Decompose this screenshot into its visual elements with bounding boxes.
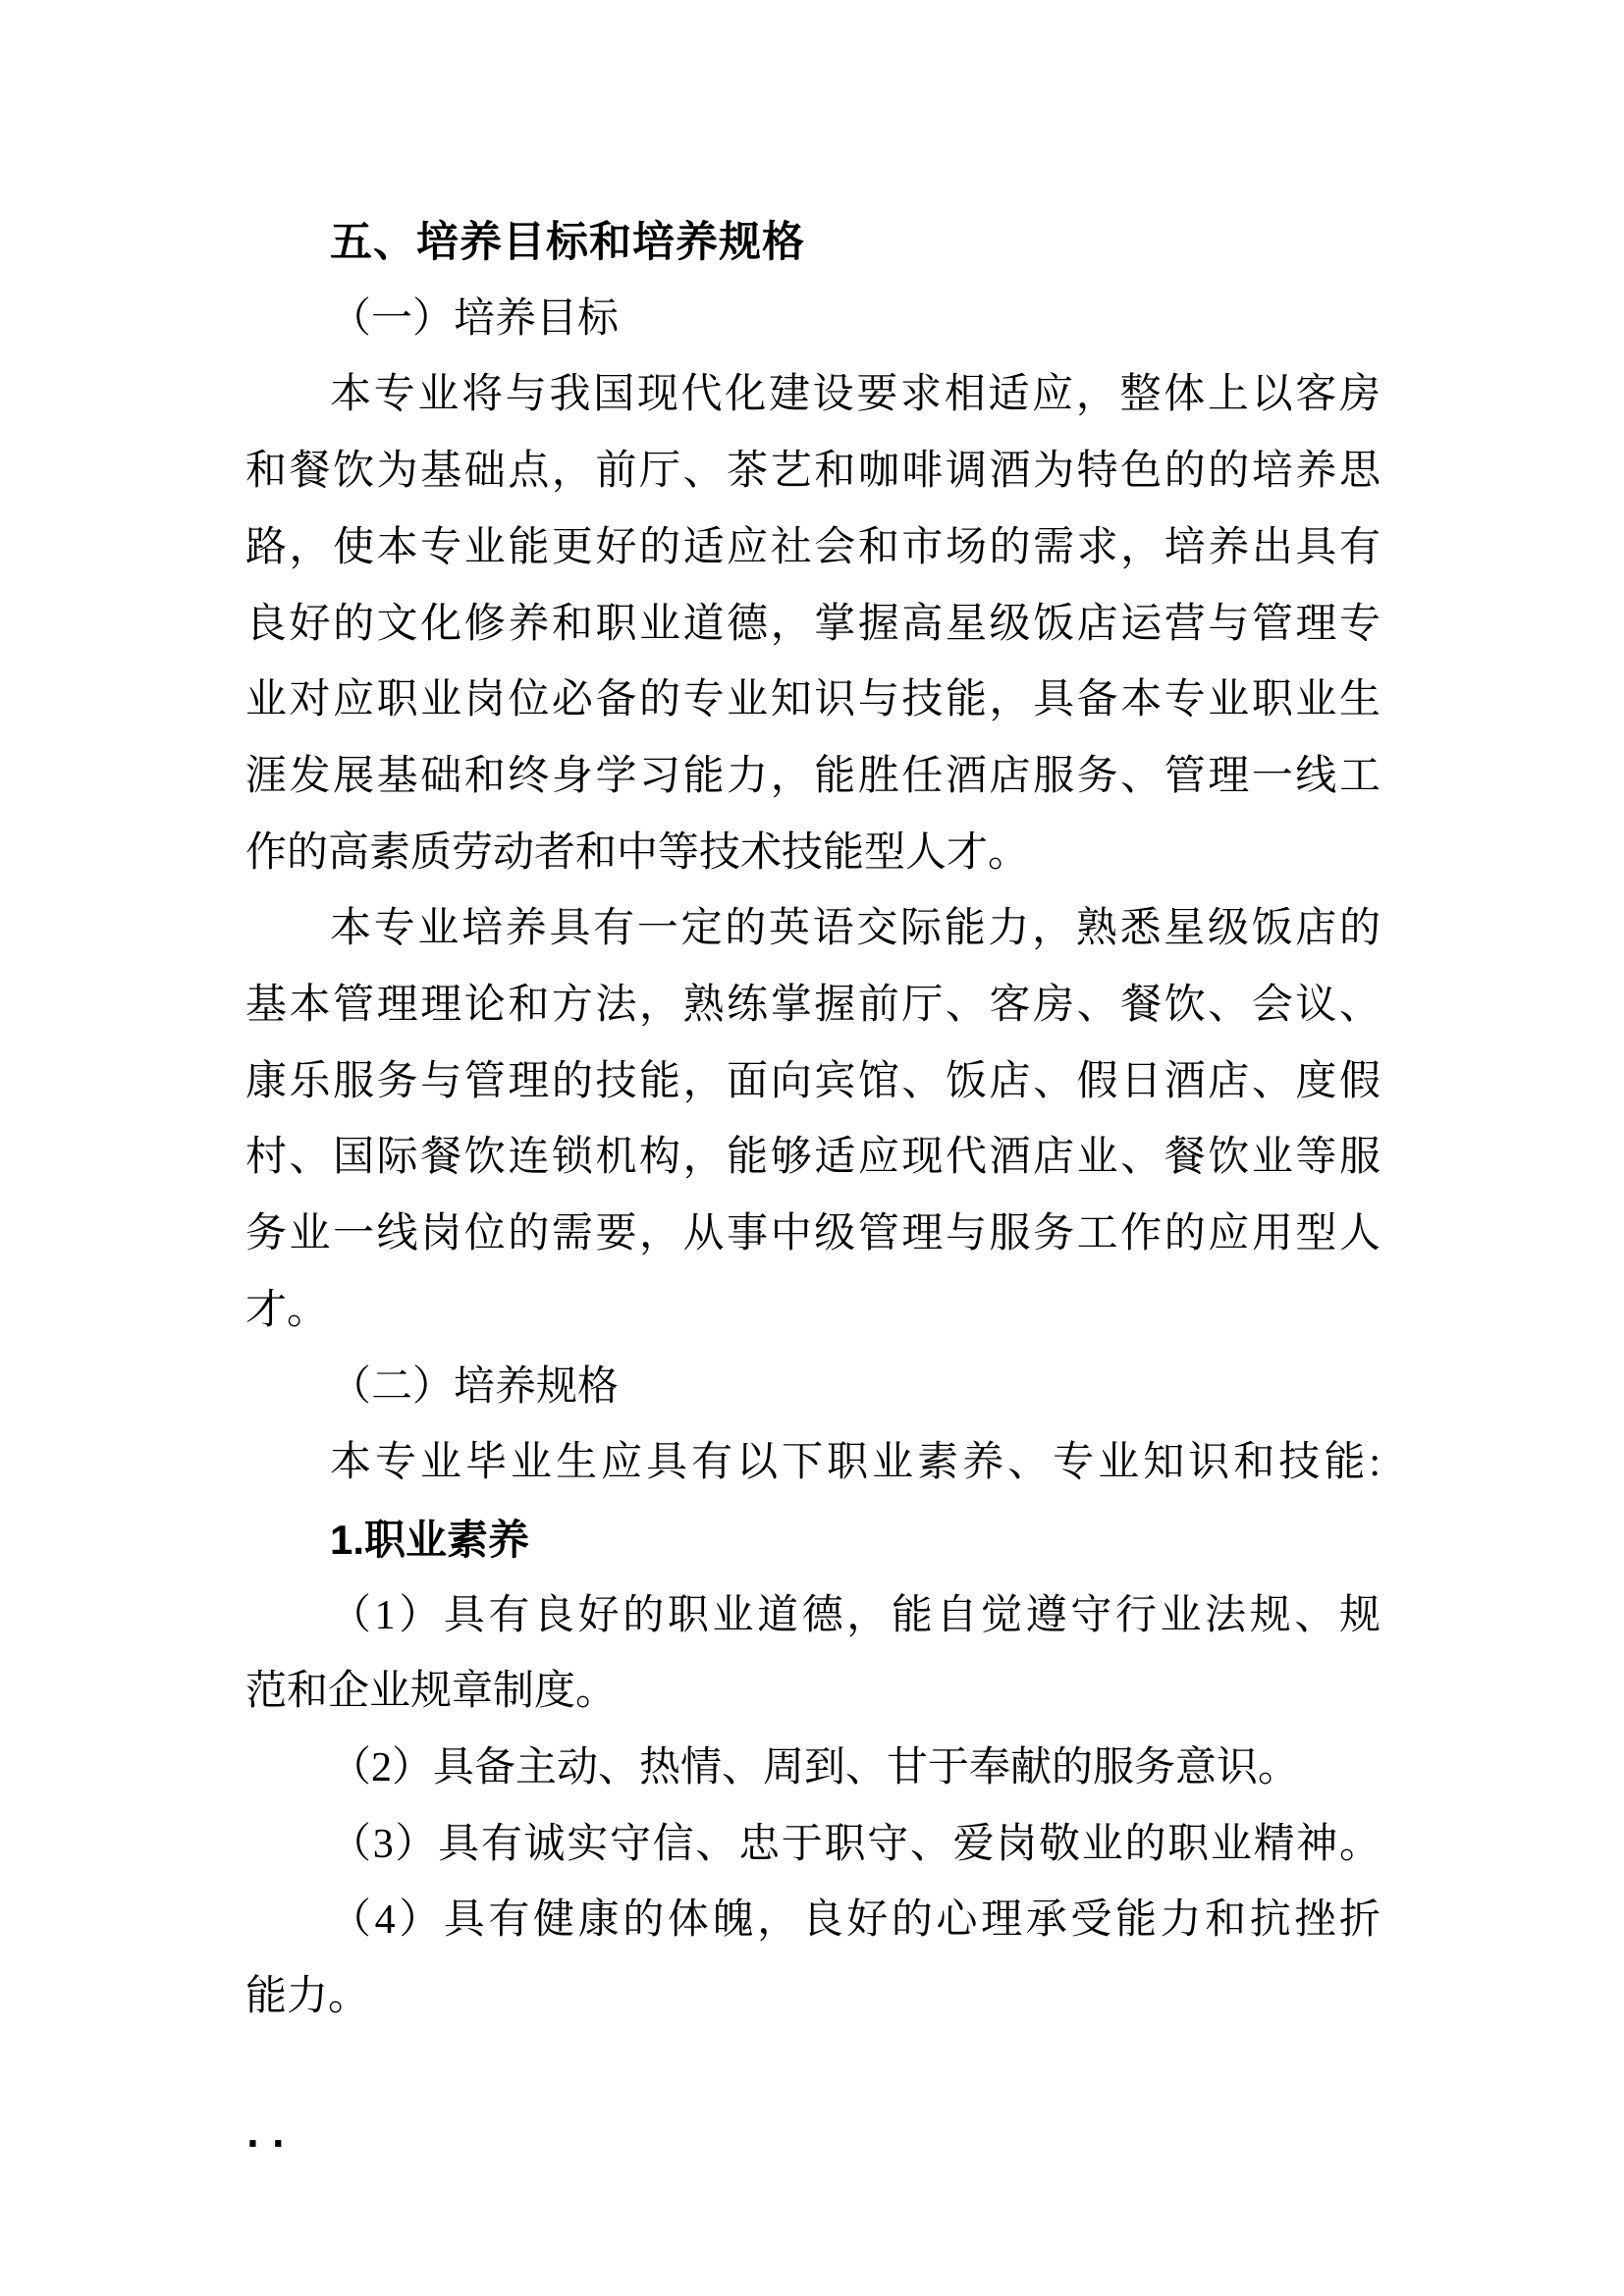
paragraph-line: 和餐饮为基础点，前厅、茶艺和咖啡调酒为特色的的培养思 (245, 449, 1380, 495)
list-item-line: （2）具备主动、热情、周到、甘于奉献的服务意识。 (330, 1745, 1300, 1791)
paragraph-line: 康乐服务与管理的技能，面向宾馆、饭店、假日酒店、度假 (245, 1058, 1380, 1104)
paragraph-line: 良好的文化修养和职业道德，掌握高星级饭店运营与管理专 (245, 601, 1380, 647)
paragraph-line: 才。 (245, 1287, 329, 1333)
section-heading: 五、培养目标和培养规格 (330, 219, 805, 266)
list-item-line: （4）具有健康的体魄，良好的心理承受能力和抗挫折 (330, 1897, 1380, 1944)
list-item-line: 能力。 (245, 1974, 370, 2020)
intro-line: 本专业毕业生应具有以下职业素养、专业知识和技能: (330, 1440, 1380, 1486)
paragraph-line: 路，使本专业能更好的适应社会和市场的需求，培养出具有 (245, 524, 1380, 570)
text-block (245, 205, 1380, 2036)
list-item-line: 范和企业规章制度。 (245, 1669, 618, 1715)
footer-mark: .. (242, 2112, 293, 2156)
subsection-title-1: （一）培养目标 (330, 295, 620, 342)
paragraph-line: 涯发展基础和终身学习能力，能胜任酒店服务、管理一线工 (245, 753, 1380, 799)
paragraph-line: 业对应职业岗位必备的专业知识与技能，具备本专业职业生 (245, 677, 1380, 723)
list-item-line: （1）具有良好的职业道德，能自觉遵守行业法规、规 (330, 1592, 1380, 1638)
numbered-heading: 1.职业素养 (330, 1516, 530, 1563)
list-item-line: （3）具有诚实守信、忠于职守、爱岗敬业的职业精神。 (330, 1821, 1380, 1867)
paragraph-line: 基本管理理论和方法，熟练掌握前厅、客房、餐饮、会议、 (245, 983, 1380, 1029)
paragraph-line: 村、国际餐饮连锁机构，能够适应现代酒店业、餐饮业等服 (245, 1135, 1380, 1181)
paragraph-line: 本专业将与我国现代化建设要求相适应，整体上以客房 (330, 372, 1380, 418)
paragraph-line: 作的高素质劳动者和中等技术技能型人才。 (245, 829, 1030, 876)
paragraph-line: 本专业培养具有一定的英语交际能力，熟悉星级饭店的 (330, 906, 1380, 952)
paragraph-line: 务业一线岗位的需要，从事中级管理与服务工作的应用型人 (245, 1211, 1380, 1257)
subsection-title-2: （二）培养规格 (330, 1363, 620, 1410)
